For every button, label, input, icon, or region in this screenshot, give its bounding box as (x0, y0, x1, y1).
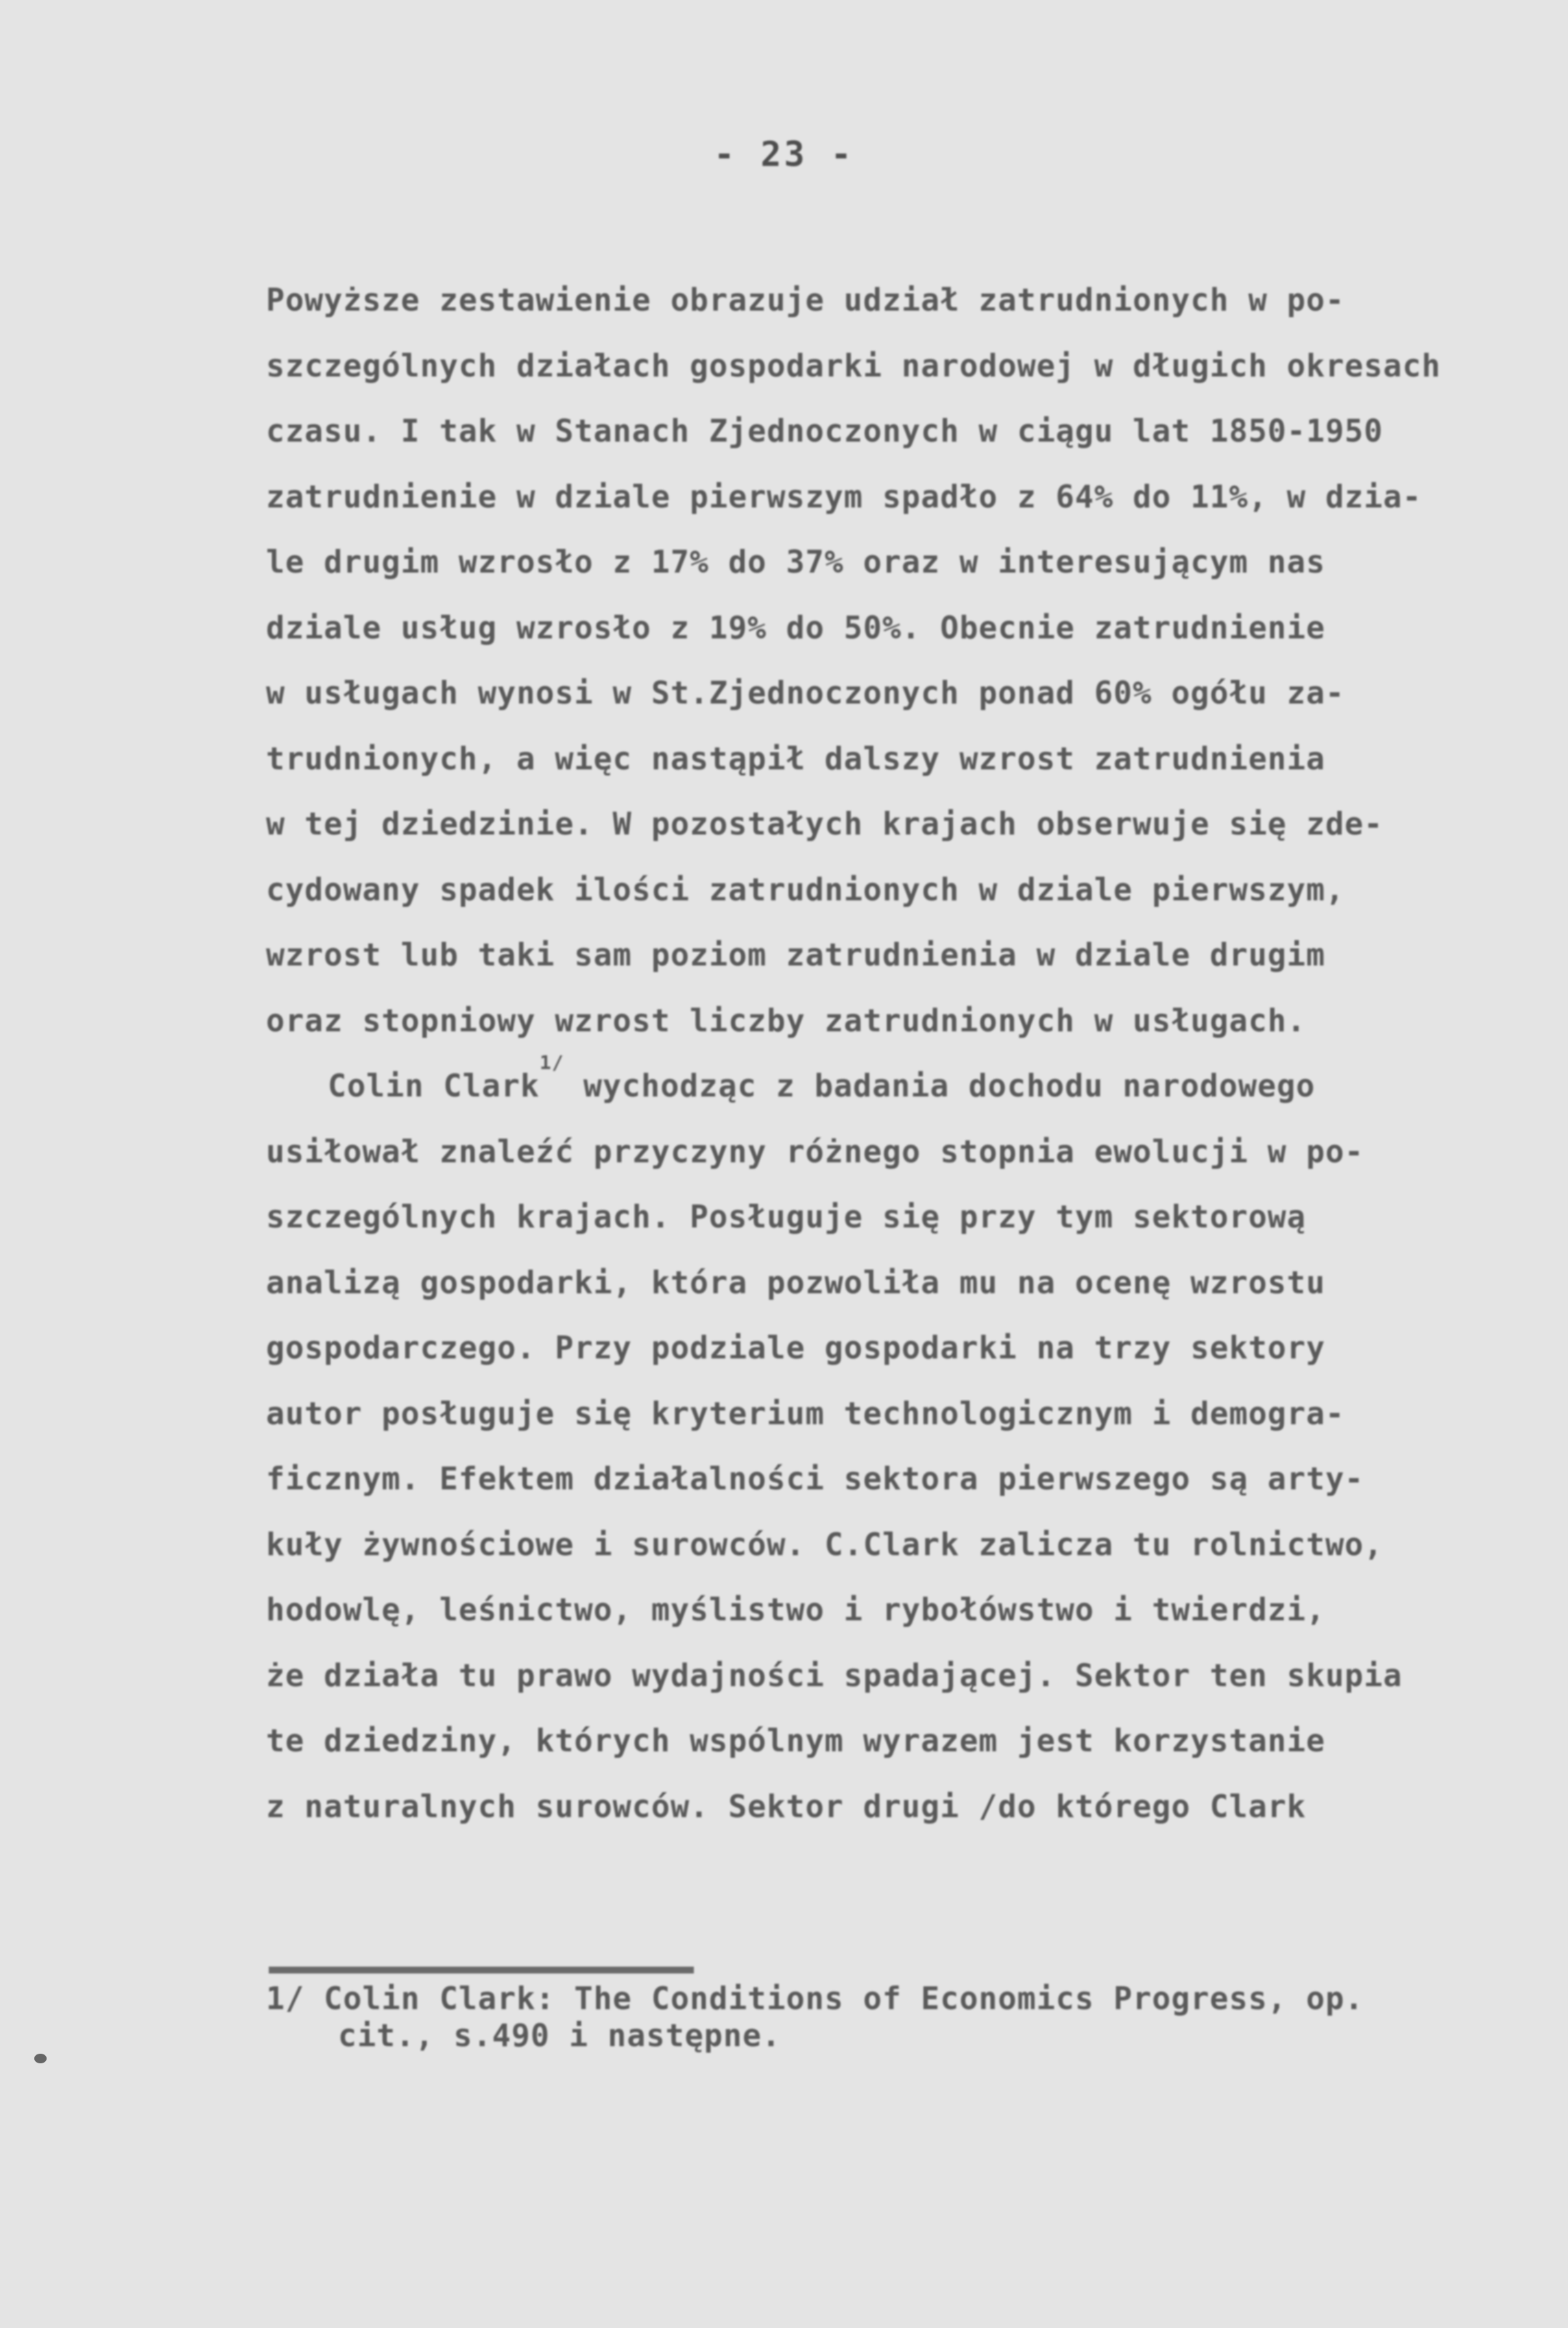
text-line: oraz stopniowy wzrost liczby zatrudnionych w usługach. (266, 1002, 1306, 1039)
text-line: kuły żywnościowe i surowców. C.Clark zalicza tu rolnictwo, (266, 1526, 1384, 1563)
text-line: cydowany spadek ilości zatrudnionych w dziale pierwszym, (266, 871, 1345, 908)
text-line: analizą gospodarki, która pozwoliła mu na ocenę wzrostu (266, 1264, 1326, 1301)
paper-speck (34, 2054, 47, 2063)
text-line: ficznym. Efektem działalności sektora pierwszego są arty- (266, 1461, 1364, 1497)
text-line: w usługach wynosi w St.Zjednoczonych ponad 60% ogółu za- (266, 675, 1345, 711)
footnote-text: Colin Clark: The Conditions of Economics Progress, op. (324, 1980, 1364, 2017)
text-line: gospodarczego. Przy podziale gospodarki na trzy sektory (266, 1330, 1326, 1366)
text-line: le drugim wzrosło z 17% do 37% oraz w interesującym nas (266, 544, 1326, 580)
paragraph-2 (266, 1053, 1562, 1839)
text-line: trudnionych, a więc nastąpił dalszy wzrost zatrudnienia (266, 740, 1326, 777)
text-line: szczególnych działach gospodarki narodowej w długich okresach (266, 347, 1441, 384)
footnote-line-1 (266, 1980, 1562, 2017)
text-line: usiłował znaleźć przyczyny różnego stopnia ewolucji w po- (266, 1133, 1364, 1170)
text-line: czasu. I tak w Stanach Zjednoczonych w ciągu lat 1850-1950 (266, 413, 1384, 449)
text-line: Powyższe zestawienie obrazuje udział zatrudnionych w po- (266, 282, 1345, 318)
footnote-line-2: cit., s.490 i następne. (338, 2017, 782, 2054)
text-line: te dziedziny, których wspólnym wyrazem jest korzystanie (266, 1723, 1326, 1759)
paragraph-1 (266, 267, 1562, 1053)
page-number: - 23 - (714, 134, 854, 174)
text-line: dziale usług wzrosło z 19% do 50%. Obecnie zatrudnienie (266, 609, 1326, 646)
text-line: autor posługuje się kryterium technologicznym i demogra- (266, 1395, 1345, 1432)
author-name: Colin Clark (328, 1068, 540, 1104)
text-line: szczególnych krajach. Posługuje się przy tym sektorową (266, 1199, 1306, 1235)
footnote (266, 1980, 1562, 2054)
text-line: zatrudnienie w dziale pierwszym spadło z 64% do 11%, w dzia- (266, 478, 1422, 515)
footnote-divider (269, 1967, 694, 1973)
footnote-marker: 1/ (266, 1980, 305, 2017)
body-text (266, 267, 1562, 1839)
text-line: że działa tu prawo wydajności spadającej. Sektor ten skupia (266, 1657, 1403, 1694)
text-line: w tej dziedzinie. W pozostałych krajach obserwuje się zde- (266, 806, 1384, 842)
text-line: hodowlę, leśnictwo, myślistwo i rybołówstwo i twierdzi, (266, 1592, 1326, 1628)
text-line-first (266, 1053, 1562, 1119)
footnote-reference[interactable]: 1/ (540, 1051, 564, 1074)
text-line-rest: wychodząc z badania dochodu narodowego (564, 1068, 1316, 1104)
text-line: z naturalnych surowców. Sektor drugi /do którego Clark (266, 1788, 1306, 1825)
text-line: wzrost lub taki sam poziom zatrudnienia w dziale drugim (266, 937, 1326, 973)
